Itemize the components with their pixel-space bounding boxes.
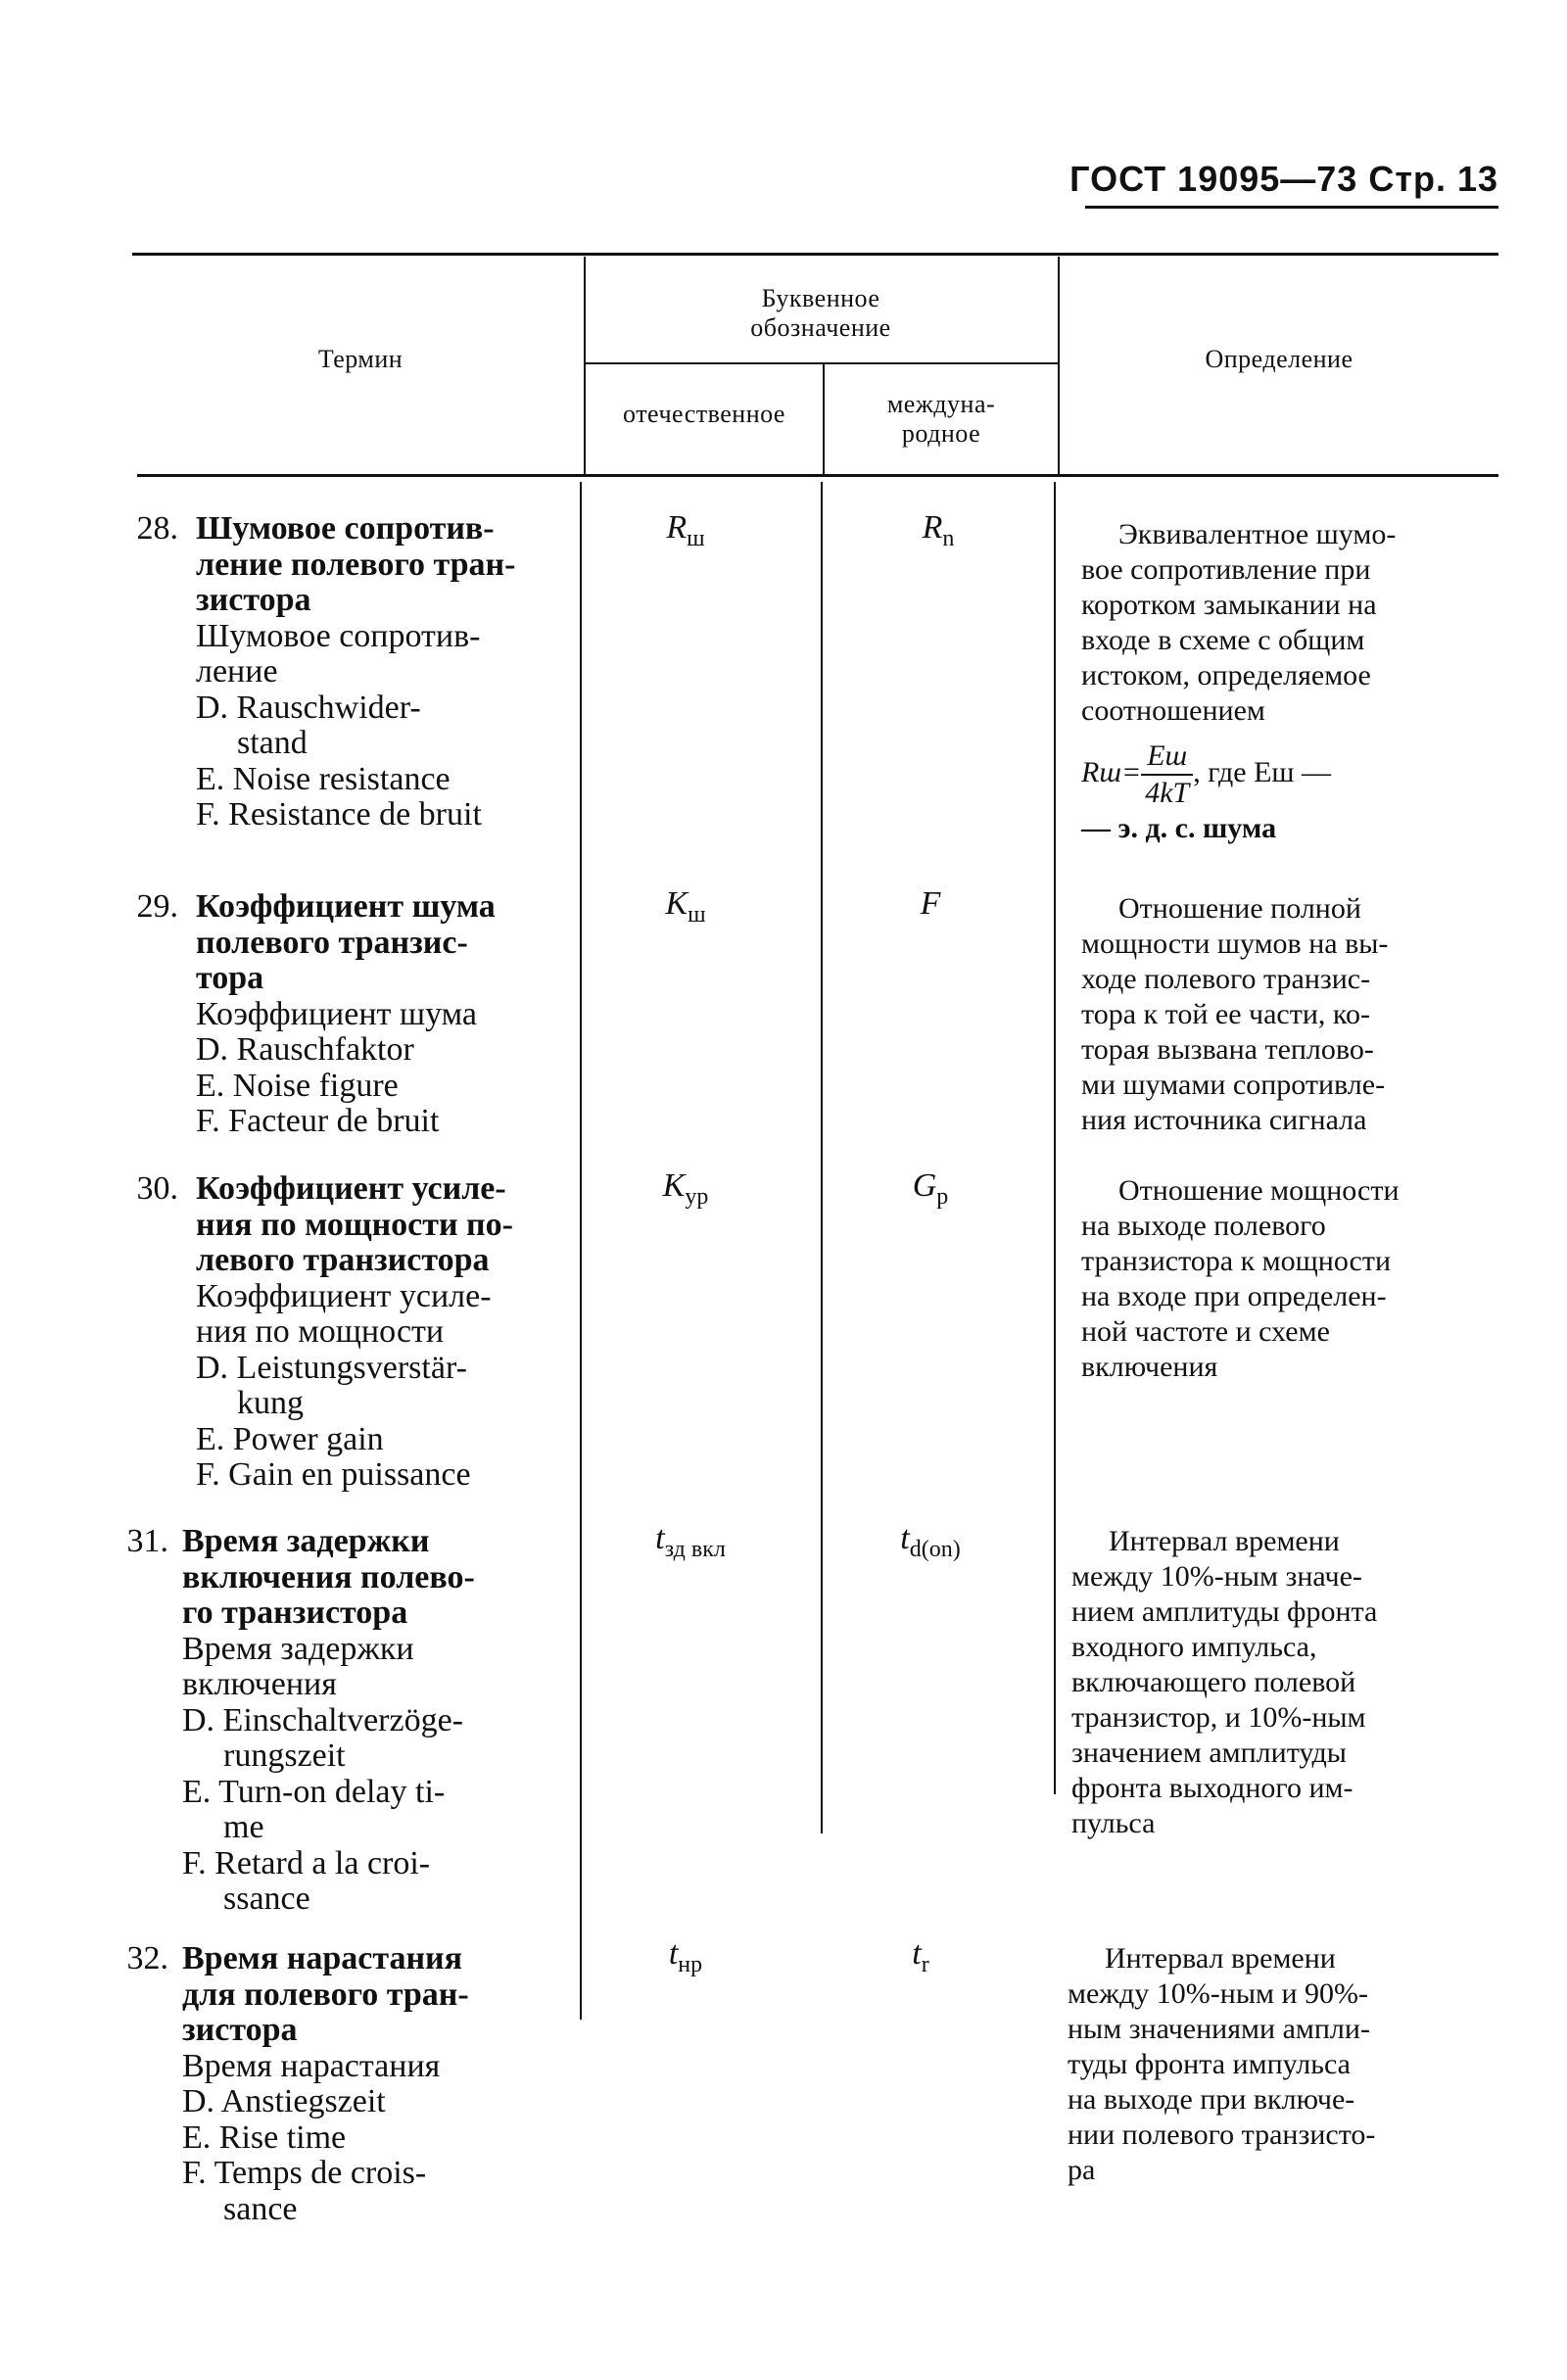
term-short: Время нарастания — [182, 2047, 441, 2084]
definition-31: Интервал времени между 10%-ным значе- нием амплитуды фронта входного импульса, включающего полевой транзистор, и 10%-ным значением амплитуды фронта выходного им- пульса — [1071, 1525, 1378, 1839]
definition-30: Отношение мощности на выходе полевого транзистора к мощности на входе при определен- ной частоте и схеме включения — [1081, 1174, 1400, 1383]
symbol-international-29: F — [920, 885, 941, 922]
header-rule — [1085, 206, 1498, 209]
term-short: Шумовое сопротив- ление — [196, 617, 481, 690]
term-short: Коэффициент шума — [196, 995, 477, 1032]
header-bottom-rule — [137, 474, 1498, 477]
symbol-domestic-29: $K_ш$ — [665, 885, 706, 928]
col-header-domestic: отечественное — [623, 400, 785, 428]
term-foreign: D. Einschaltverzöge- rungszeit E. Turn-on delay ti- me F. Retard a la croi- ssance — [182, 1701, 463, 1917]
term-title: Коэффициент усиле- ния по мощности по- левого транзистора — [196, 1170, 513, 1278]
col-divider-3-body — [1054, 482, 1056, 1794]
noise-formula: Rш= $\frac{Eш}{4kT}$ , где Eш — — [1081, 739, 1332, 809]
symbol-international-28: $R_n$ — [922, 509, 955, 551]
col-divider-1-body — [580, 482, 582, 2020]
col-header-term: Термин — [317, 345, 404, 373]
term-foreign: D. Leistungsverstär- kung E. Power gain F. Gain en puissance — [196, 1349, 471, 1493]
symbol-international-31: $t_{d(on)}$ — [900, 1520, 961, 1562]
term-short: Коэффициент усиле- ния по мощности — [196, 1277, 492, 1350]
term-title: Время нарастания для полевого тран- зистора — [182, 1940, 469, 2048]
col-header-definition: Определение — [1205, 345, 1353, 373]
symbol-international-32: $t_r$ — [912, 1935, 929, 1977]
term-title: Коэффициент шума полевого транзис- тора — [196, 888, 496, 996]
subheader-rule — [585, 362, 1058, 364]
definition-28: Эквивалентное шумо- вое сопротивление при коротком замыкании на входе в схеме с общим истоком, определяемое соотношением Rш= $\frac{Eш}{4kT}$ , где Eш — — э. д. с. шума — [1081, 517, 1498, 846]
definition-32: Интервал времени между 10%-ным и 90%- ным значениями ампли- туды фронта импульса на выходе при включе- нии полевого транзисто- ра — [1068, 1942, 1376, 2186]
symbol-domestic-31: $t_{зд вкл}$ — [655, 1520, 726, 1562]
col-divider-2-body — [821, 482, 823, 1833]
term-foreign: D. Rauschfaktor E. Noise figure F. Facteur de bruit — [196, 1031, 440, 1139]
definition-29: Отношение полной мощности шумов на вы- ходе полевого транзис- тора к той ее части, ко- торая вызвана теплово- ми шумами сопротивле- ния источника сигнала — [1081, 892, 1389, 1136]
symbol-domestic-28: $R_ш$ — [666, 509, 705, 551]
term-title: Шумовое сопротив- ление полевого тран- зистора — [196, 510, 516, 618]
col-header-international: междуна- родное — [886, 390, 996, 448]
symbol-domestic-32: $t_{нр}$ — [668, 1935, 703, 1977]
term-foreign: D. Rauschwider- stand E. Noise resistance F. Resistance de bruit — [196, 689, 482, 833]
page-header: ГОСТ 19095—73 Стр. 13 — [1069, 159, 1498, 199]
col-header-symbol-group: Буквенное обозначение — [750, 284, 891, 342]
term-title: Время задержки включения полево- го транзистора — [182, 1523, 475, 1631]
term-foreign: D. Anstiegszeit E. Rise time F. Temps de crois- sance — [182, 2083, 427, 2227]
symbol-domestic-30: $K_{ур}$ — [662, 1167, 709, 1210]
term-short: Время задержки включения — [182, 1630, 414, 1702]
symbol-international-30: $G_p$ — [912, 1167, 949, 1210]
table-top-rule — [132, 253, 1498, 256]
